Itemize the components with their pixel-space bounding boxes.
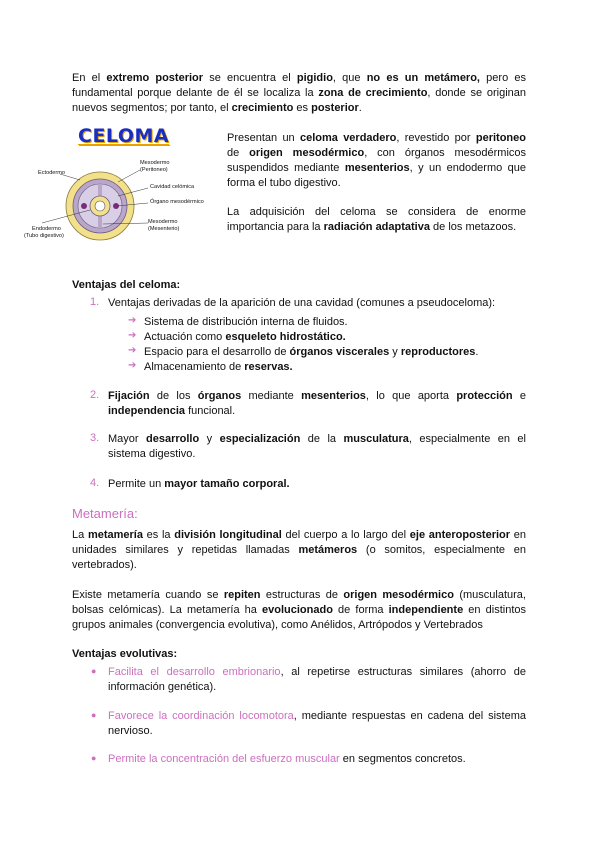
intro-paragraph: En el extremo posterior se encuentra el pigidio, que no es un metámero, pero es fundamental porque delante de él se localiza la zona de crecimiento, donde se originan nuevos segmentos; por tanto, el crecimiento es posterior. — [72, 72, 526, 114]
label-ectodermo: Ectodermo — [38, 170, 66, 176]
celoma-diagram — [20, 148, 225, 248]
arrow-icon: ➔ — [128, 345, 137, 356]
list-number-4: 4. — [90, 477, 100, 489]
bullet-icon: ● — [91, 710, 97, 720]
label-mesodermo-mesenterio-2: (Mesenterio) — [148, 226, 180, 232]
celoma-importance: La adquisición del celoma se considera de enorme importancia para la radiación adaptativa de los metazoos. — [227, 206, 526, 233]
ventaja-evolutiva-3: Permite la concentración del esfuerzo muscular en segmentos concretos. — [108, 753, 466, 765]
ventaja-evolutiva-1: Facilita el desarrollo embrionario, al repetirse estructuras similares (ahorro de información genética). — [108, 666, 526, 693]
ventaja-1-sub-4: Almacenamiento de reservas. — [144, 361, 293, 373]
ventaja-1-sub-1: Sistema de distribución interna de fluidos. — [144, 316, 348, 328]
label-organo-mesodermico: Órgano mesodérmico — [150, 199, 204, 205]
label-endodermo-1: Endodermo — [32, 226, 61, 232]
arrow-icon: ➔ — [128, 360, 137, 371]
metameria-heading: Metamería: — [72, 506, 138, 521]
arrow-icon: ➔ — [128, 330, 137, 341]
label-mesodermo-peritoneo-2: (Peritoneo) — [140, 167, 168, 173]
ventajas-evolutivas-heading: Ventajas evolutivas: — [72, 648, 178, 660]
metameria-definition: La metamería es la división longitudinal del cuerpo a lo largo del eje anteroposterior en unidades similares y repetidas llamadas metámeros (o somitos, especialmente en vertebrados). — [72, 529, 526, 571]
bullet-icon: ● — [91, 666, 97, 676]
ventaja-1-sub-2: Actuación como esqueleto hidrostático. — [144, 331, 346, 343]
ventaja-2-text: Fijación de los órganos mediante mesenterios, lo que aporta protección e independencia funcional. — [108, 390, 526, 417]
list-number-3: 3. — [90, 432, 100, 444]
ventaja-evolutiva-2: Favorece la coordinación locomotora, mediante respuestas en cadena del sistema nervioso. — [108, 710, 526, 737]
bullet-icon: ● — [91, 753, 97, 763]
ventajas-celoma-heading: Ventajas del celoma: — [72, 279, 181, 291]
label-endodermo-2: (Tubo digestivo) — [24, 233, 64, 239]
celoma-description: Presentan un celoma verdadero, revestido por peritoneo de origen mesodérmico, con órganos mesodérmicos suspendidos mediante mesenterios, y un endodermo que forma el tubo digestivo. — [227, 132, 527, 189]
arrow-icon: ➔ — [128, 315, 137, 326]
label-cavidad-celomica: Cavidad celómica — [150, 184, 195, 190]
list-number-2: 2. — [90, 389, 100, 401]
label-mesodermo-mesenterio-1: Mesodermo — [148, 219, 178, 225]
mesodermal-organ-left — [81, 203, 87, 209]
gut-lumen — [95, 201, 105, 211]
list-number-1: 1. — [90, 296, 100, 308]
label-mesodermo-peritoneo-1: Mesodermo — [140, 160, 170, 166]
ventaja-4-text: Permite un mayor tamaño corporal. — [108, 478, 290, 490]
celoma-title: CELOMA — [78, 125, 170, 147]
ventaja-1-sub-3: Espacio para el desarrollo de órganos viscerales y reproductores. — [144, 346, 479, 358]
ventaja-3-text: Mayor desarrollo y especialización de la musculatura, especialmente en el sistema digestivo. — [108, 433, 526, 460]
ventaja-1-text: Ventajas derivadas de la aparición de una cavidad (comunes a pseudoceloma): — [108, 297, 496, 309]
metameria-existence: Existe metamería cuando se repiten estructuras de origen mesodérmico (musculatura, bolsas celómicas). La metamería ha evolucionado de forma independiente en distintos grupos animales (convergencia evolutiva), como Anélidos, Artrópodos y Vertebrados — [72, 589, 526, 631]
